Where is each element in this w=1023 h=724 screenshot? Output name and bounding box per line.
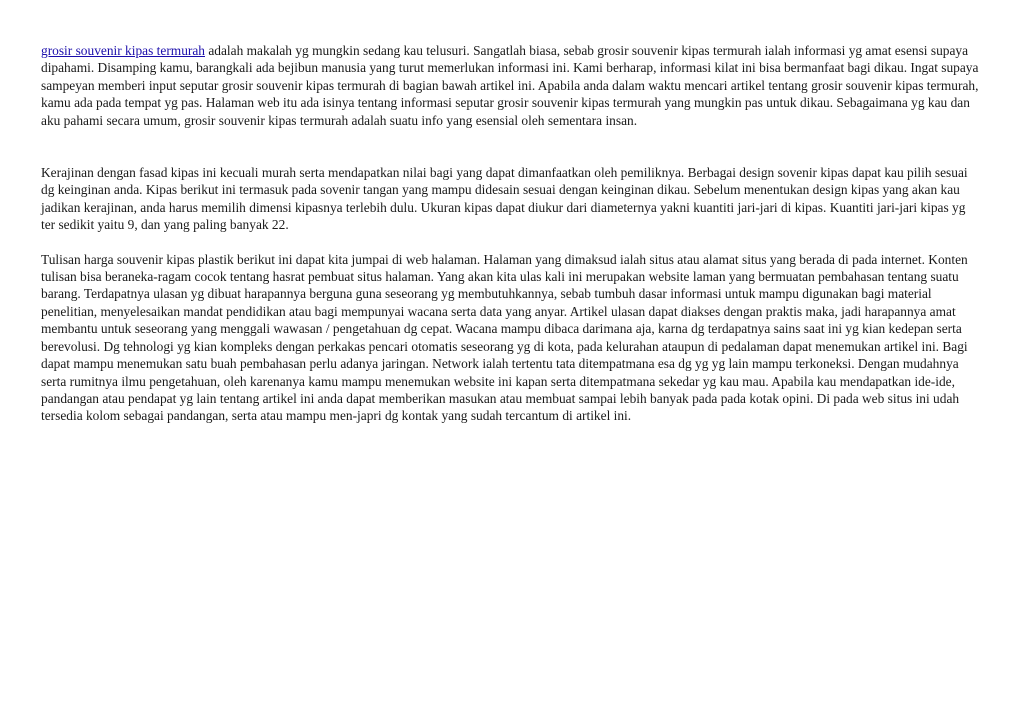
- article-body: [41, 42, 981, 425]
- paragraph-intro-text: adalah makalah yg mungkin sedang kau telusuri. Sangatlah biasa, sebab grosir souvenir kipas termurah ialah informasi yg amat esensi supaya dipahami. Disamping kamu, barangkali ada bejibun manusia yang turut memerlukan informasi ini. Kami berharap, informasi kilat ini bisa bermanfaat bagi dikau. Ingat supaya sampeyan memberi input seputar grosir souvenir kipas termurah di bagian bawah artikel ini. Apabila anda dalam waktu mencari artikel tentang grosir souvenir kipas termurah, kamu ada pada tempat yg pas. Halaman web itu ada isinya tentang informasi seputar grosir souvenir kipas termurah yang mungkin pas untuk dikau. Sebagaimana yg kau dan aku pahami secara umum, grosir souvenir kipas termurah adalah suatu info yang esensial oleh sementara insan.: [41, 43, 979, 128]
- paragraph-tulisan: Tulisan harga souvenir kipas plastik berikut ini dapat kita jumpai di web halaman. Halaman yang dimaksud ialah situs atau alamat situs yang berada di pada internet. Konten tulisan bisa beraneka-ragam cocok tentang hasrat pembuat situs halaman. Yang akan kita ulas kali ini merupakan website laman yang bermuatan pembahasan tentang suatu barang. Terdapatnya ulasan yg dibuat harapannya berguna guna seseorang yg membutuhkannya, sebab tumbuh dasar informasi untuk mampu digunakan bagi material penelitian, menyelesaikan mandat pendidikan atau bagi mempunyai wacana serta data yang anyar. Artikel ulasan dapat diakses dengan praktis maka, jadi harapannya amat membantu untuk seseorang yang menggali wawasan / pengetahuan dg cepat. Wacana mampu dibaca darimana aja, karna dg terdapatnya sains saat ini yg kian kedepan serta berevolusi. Dg tehnologi yg kian kompleks dengan perkakas pencari otomatis seseorang yg di kota, pada kelurahan ataupun di pedalaman dapat menemukan artikel ini. Bagi dapat mampu menemukan satu buah pembahasan perlu adanya jaringan. Network ialah tertentu tata ditempatmana esa dg yg yg lain mampu terkoneksi. Dengan mudahnya serta rumitnya ilmu pengetahuan, oleh karenanya kamu mampu menemukan website ini kapan serta ditempatmana sekedar yg kau mau. Apabila kau mendapatkan ide-ide, pandangan atau pendapat yg lain tentang artikel ini anda dapat memberikan masukan atau membuat sampai lebih banyak pada pada kotak opini. Di pada web situs ini udah tersedia kolom sebagai pandangan, serta atau mampu men-japri dg kontak yang sudah tercantum di artikel ini.: [41, 251, 968, 424]
- paragraph-kerajinan: Kerajinan dengan fasad kipas ini kecuali murah serta mendapatkan nilai bagi yang dapat dimanfaatkan oleh pemiliknya. Berbagai design sovenir kipas dapat kau pilih sesuai dg keinginan anda. Kipas berikut ini termasuk pada sovenir tangan yang mampu didesain sesuai dengan keinginan dikau. Sebelum menentukan design kipas yang akan kau jadikan kerajinan, anda harus memilih dimensi kipasnya terlebih dulu. Ukuran kipas dapat diukur dari diameternya yakni kuantiti jari-jari di kipas. Kuantiti jari-jari kipas yg ter sedikit yaitu 9, dan yang paling banyak 22.: [41, 165, 968, 233]
- paragraph-intro: [41, 42, 981, 129]
- keyword-link[interactable]: grosir souvenir kipas termurah: [41, 43, 205, 58]
